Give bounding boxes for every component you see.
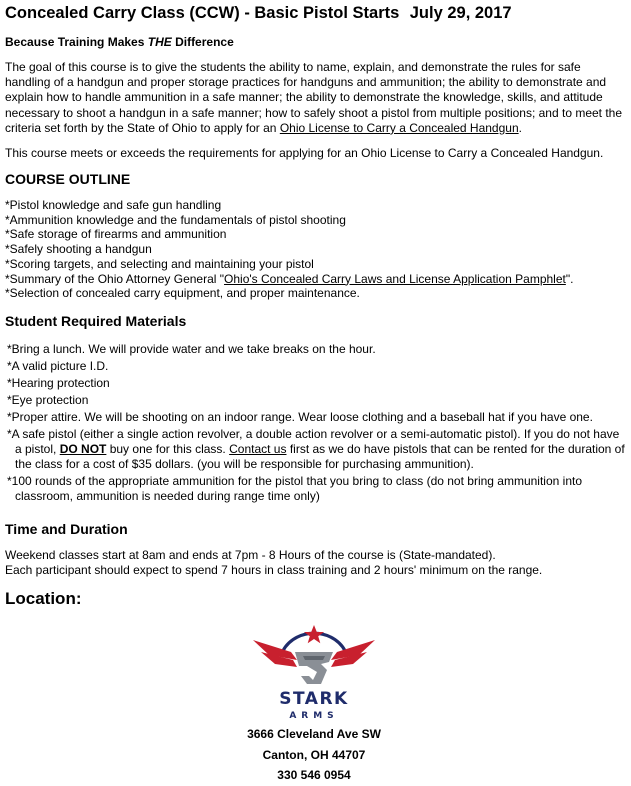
ohio-license-link[interactable]: Ohio License to Carry a Concealed Handgun <box>279 120 519 135</box>
material-item: *Hearing protection <box>7 376 110 390</box>
materials-list <box>7 342 627 506</box>
stark-arms-logo <box>251 622 377 722</box>
course-outline-heading: COURSE OUTLINE <box>5 171 131 187</box>
tagline-suffix: Difference <box>171 35 234 49</box>
outline-item-summary <box>5 272 625 287</box>
do-not-emphasis: DO NOT <box>59 442 107 456</box>
materials-heading: Student Required Materials <box>5 313 187 329</box>
outline-item: *Pistol knowledge and safe gun handling <box>5 198 222 212</box>
location-heading: Location: <box>5 589 82 608</box>
class-date: July 29, 2017 <box>409 4 512 22</box>
summary-prefix: *Summary of the Ohio Attorney General " <box>5 271 225 286</box>
goal-end: . <box>518 120 522 135</box>
tagline-prefix: Because Training Makes <box>5 35 148 49</box>
tagline-emphasis: THE <box>147 35 172 49</box>
address-street: 3666 Cleveland Ave SW <box>247 727 381 741</box>
summary-suffix: ". <box>565 271 574 286</box>
material-item: *Bring a lunch. We will provide water and we take breaks on the hour. <box>7 342 376 356</box>
contact-us-link[interactable]: Contact us <box>229 442 287 456</box>
time-line: Each participant should expect to spend 7 hours in class training and 2 hours' minimum on the range. <box>5 563 543 578</box>
outline-item: *Ammunition knowledge and the fundamentals of pistol shooting <box>5 212 346 227</box>
time-duration-text <box>5 548 625 579</box>
time-line: Weekend classes start at 8am and ends at 7pm - 8 Hours of the course is (State-mandated). <box>5 548 496 562</box>
tagline <box>5 35 234 49</box>
outline-item: *Safe storage of firearms and ammunition <box>5 227 227 242</box>
outline-item: *Selection of concealed carry equipment, and proper maintenance. <box>5 286 360 301</box>
time-duration-heading: Time and Duration <box>5 521 128 537</box>
course-goal <box>5 60 625 136</box>
pamphlet-link[interactable]: Ohio's Concealed Carry Laws and License Application Pamphlet <box>224 271 566 286</box>
address-city: Canton, OH 44707 <box>262 747 366 762</box>
material-item: *100 rounds of the appropriate ammunition for the pistol that you bring to class (do not bring ammunition into classroom, ammunition is needed during range time only) <box>7 474 582 503</box>
title-row <box>5 4 630 23</box>
page-title: Concealed Carry Class (CCW) - Basic Pistol Starts <box>5 4 400 22</box>
goal-text: The goal of this course is to give the students the ability to name, explain, and demonstrate the rules for safe handling of a handgun and proper storage practices for handguns and ammunition; the ability to demonstrate and explain how to handle ammunition in a safe manner; the ability to demonstrate the knowledge, skills, and attitude necessary to shoot a handgun in a safe manner; how to safely shoot a pistol from multiple positions; and to meet the criteria set forth by the State of Ohio to apply for an <box>5 60 623 135</box>
star-icon <box>304 625 324 643</box>
phone-number: 330 546 0954 <box>277 768 351 782</box>
material-item: *A valid picture I.D. <box>7 359 109 373</box>
logo-wordmark: STARK <box>279 689 349 709</box>
requirements-note: This course meets or exceeds the requirements for applying for an Ohio License to Carry a Concealed Handgun. <box>5 146 604 160</box>
material-item: *Eye protection <box>7 393 89 407</box>
course-outline-list <box>5 198 625 301</box>
emblem-detail-icon <box>303 656 325 660</box>
outline-item: *Scoring targets, and selecting and maintaining your pistol <box>5 256 314 271</box>
outline-item: *Safely shooting a handgun <box>5 242 152 257</box>
material-item-pistol <box>7 427 627 472</box>
store-address <box>216 724 412 786</box>
pistol-text-c: first as we do have pistols that can be rented for the duration of the class for a cost of $35 dollars. (you will be responsible for purchasing ammunition). <box>15 442 625 471</box>
pistol-text-a: *A safe pistol (either a single action revolver, a double action revolver or a semi-automatic pistol). If you do not have a pistol, <box>7 427 620 456</box>
material-item: *Proper attire. We will be shooting on an indoor range. Wear loose clothing and a baseball hat if you have one. <box>7 410 593 424</box>
pistol-text-b: buy one for this class. <box>106 442 230 456</box>
logo-subword: ARMS <box>289 711 339 721</box>
